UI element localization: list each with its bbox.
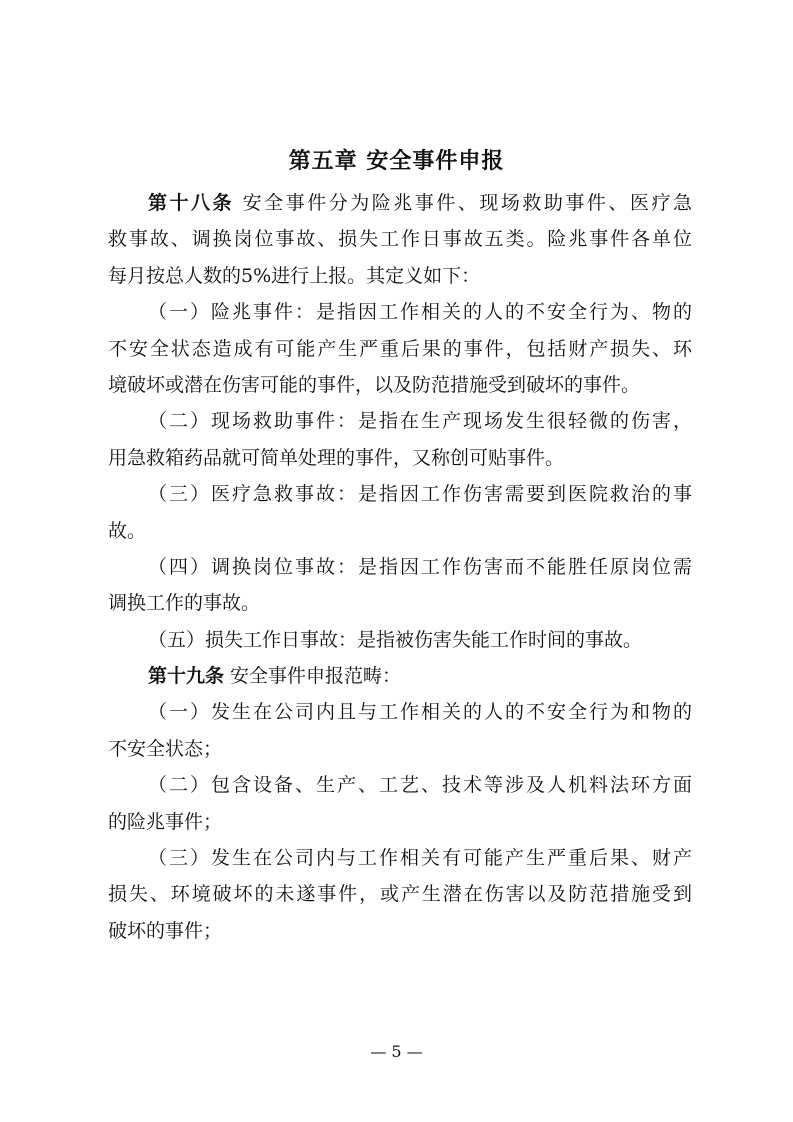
text-line xyxy=(108,367,692,403)
text-line xyxy=(108,185,692,221)
line-text: 境破坏或潜在伤害可能的事件，以及防范措施受到破坏的事件。 xyxy=(108,373,641,396)
text-line xyxy=(108,840,692,876)
text-line xyxy=(108,403,692,439)
text-line xyxy=(108,476,692,512)
line-text: 每月按总人数的5%进行上报。其定义如下： xyxy=(108,264,481,287)
text-line xyxy=(108,767,692,803)
line-text: 用急救箱药品就可简单处理的事件，又称创可贴事件。 xyxy=(108,446,565,469)
text-line xyxy=(108,731,692,767)
line-text: （四）调换岗位事故：是指因工作伤害而不能胜任原岗位需 xyxy=(148,555,692,578)
line-text: 故。 xyxy=(108,519,147,542)
text-line xyxy=(108,294,692,330)
line-text: （二）包含设备、生产、工艺、技术等涉及人机料法环方面 xyxy=(148,774,692,797)
text-line xyxy=(108,876,692,912)
line-text: 破坏的事件； xyxy=(108,919,223,942)
line-text: 损失、环境破坏的未遂事件，或产生潜在伤害以及防范措施受到 xyxy=(108,883,692,906)
text-line xyxy=(108,258,692,294)
text-line xyxy=(108,513,692,549)
article-number: 第十九条 xyxy=(148,665,225,688)
text-line xyxy=(108,622,692,658)
text-line xyxy=(108,221,692,257)
document-body xyxy=(108,185,692,949)
text-line xyxy=(108,694,692,730)
text-line xyxy=(108,549,692,585)
line-text: （五）损失工作日事故：是指被伤害失能工作时间的事故。 xyxy=(148,628,643,651)
line-text: 不安全状态造成有可能产生严重后果的事件，包括财产损失、环 xyxy=(108,337,692,360)
chapter-title: 第五章 安全事件申报 xyxy=(288,149,505,174)
line-text: （二）现场救助事件：是指在生产现场发生很轻微的伤害， xyxy=(148,410,692,433)
article-number: 第十八条 xyxy=(148,192,235,214)
line-text: 安全事件申报范畴： xyxy=(224,665,402,688)
text-line xyxy=(108,440,692,476)
line-text: 救事故、调换岗位事故、损失工作日事故五类。险兆事件各单位 xyxy=(108,228,692,251)
line-text: （三）医疗急救事故：是指因工作伤害需要到医院救治的事 xyxy=(148,483,692,506)
text-line xyxy=(108,913,692,949)
text-line xyxy=(108,585,692,621)
text-line xyxy=(108,658,692,694)
line-text: （一）险兆事件：是指因工作相关的人的不安全行为、物的 xyxy=(148,301,692,324)
text-line xyxy=(108,804,692,840)
page-number: — 5 — xyxy=(370,1042,423,1061)
line-text: 调换工作的事故。 xyxy=(108,592,261,615)
line-text: （三）发生在公司内与工作相关有可能产生严重后果、财产 xyxy=(148,847,692,870)
line-text: （一）发生在公司内且与工作相关的人的不安全行为和物的 xyxy=(148,701,692,724)
line-text: 的险兆事件； xyxy=(108,810,223,833)
line-text: 安全事件分为险兆事件、现场救助事件、医疗急 xyxy=(234,192,692,214)
text-line xyxy=(108,331,692,367)
line-text: 不安全状态； xyxy=(108,737,223,760)
